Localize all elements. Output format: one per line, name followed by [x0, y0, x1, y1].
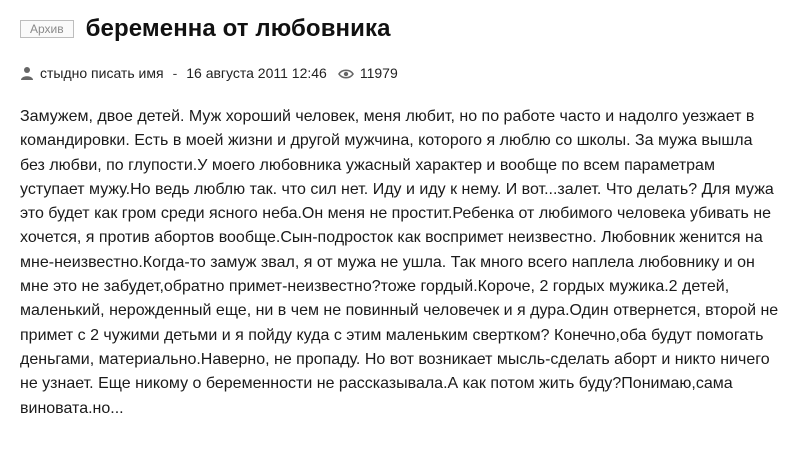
eye-icon — [338, 67, 354, 79]
post-date: 16 августа 2011 12:46 — [186, 65, 327, 81]
post-header — [20, 14, 790, 44]
post-container — [0, 14, 790, 421]
author-name[interactable]: стыдно писать имя — [40, 65, 164, 81]
view-count: 11979 — [359, 65, 398, 81]
user-icon — [20, 66, 34, 80]
archive-badge[interactable]: Архив — [20, 20, 74, 38]
post-body: Замужем, двое детей. Муж хороший человек, меня любит, но по работе часто и надолго уезжает в командировки. Есть в моей жизни и другой мужчина, которого я люблю со школы. За мужа вышла без любви, по глупости.У моего любовника ужасный характер и вообще по всем параметрам уступает мужу.Но ведь люблю так. что сил нет. Иду и иду к нему. И вот...залет. Что делать? Для мужа это будет как гром среди ясного неба.Он меня не простит.Ребенка от любимого человека убивать не хочется, я против абортов вообще.Сын-подросток как воспримет неизвестно. Любовник женится на мне-неизвестно.Когда-то замуж звал, я от мужа не ушла. Так много всего наплела любовнику и он мне это не забудет,обратно примет-неизвестно?тоже гордый.Короче, 2 гордых мужика.2 детей, маленький, нерожденный еще, ни в чем не повинный человечек и я дура.Один отвернется, второй не примет с 2 чужими детьми и я пойду куда с этим маленьким свертком? Конечно,оба будут помогать деньгами, материально.Наверно, не пропаду. Но вот возникает мысль-сделать аборт и никто ничего не узнает. Еще никому о беременности не рассказывала.А как потом жить буду?Понимаю,сама виновата.но... — [20, 108, 779, 417]
post-meta — [20, 64, 790, 82]
meta-separator: - — [172, 65, 178, 81]
post-title: беременна от любовника — [85, 15, 391, 42]
